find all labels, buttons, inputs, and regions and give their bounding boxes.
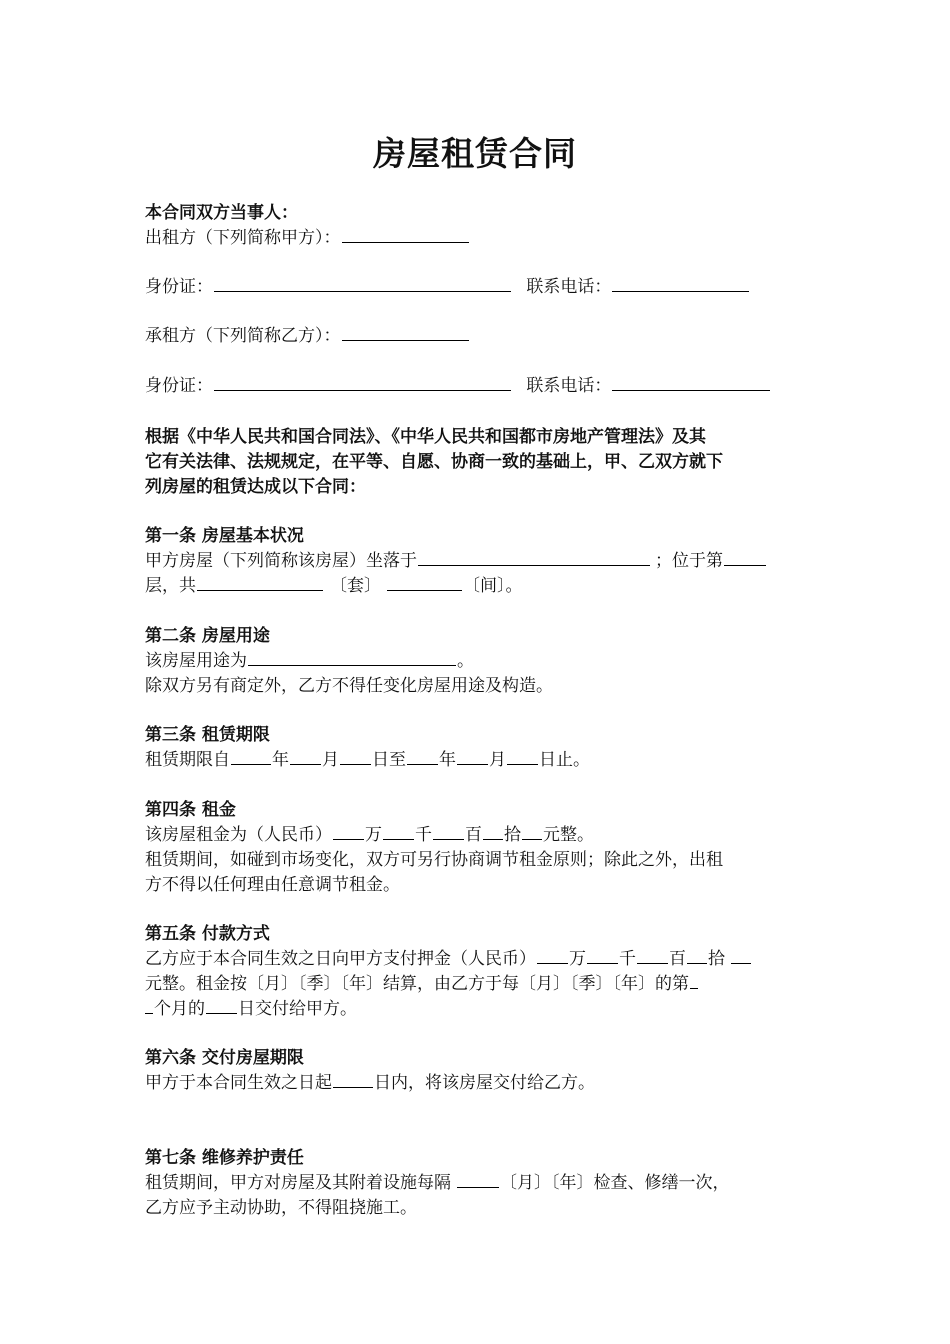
lessee-line xyxy=(145,324,470,348)
text: 万 xyxy=(569,949,586,969)
blank xyxy=(687,947,707,964)
floor-blank xyxy=(724,549,766,566)
text: 租赁期限自 xyxy=(145,750,230,770)
count-blank xyxy=(387,574,462,591)
article-3-line-1 xyxy=(145,748,590,772)
blank xyxy=(206,997,237,1014)
article-1-title: 第一条 房屋基本状况 xyxy=(145,526,304,546)
lessor-id-blank xyxy=(214,275,511,292)
blank xyxy=(507,748,538,765)
blank xyxy=(290,748,321,765)
text: 元整。 xyxy=(543,825,594,845)
text: 租赁期间，甲方对房屋及其附着设施每隔 xyxy=(145,1173,451,1193)
article-4-line-3: 方不得以任何理由任意调节租金。 xyxy=(145,875,400,895)
text: 〔月〕〔年〕检查、修缮一次， xyxy=(500,1173,730,1193)
text: 该房屋用途为 xyxy=(145,651,247,671)
blank xyxy=(522,823,542,840)
text: 个月的 xyxy=(154,999,205,1019)
text: 甲方房屋（下列简称该房屋）坐落于 xyxy=(145,551,417,571)
lessee-label: 承租方（下列简称乙方）： xyxy=(145,326,341,346)
article-2-line-2: 除双方另有商定外，乙方不得任变化房屋用途及构造。 xyxy=(145,676,553,696)
blank xyxy=(231,748,271,765)
blank xyxy=(333,1071,373,1088)
blank xyxy=(433,823,464,840)
text: 〔间〕。 xyxy=(463,576,523,596)
lessor-id-line xyxy=(145,275,750,299)
article-1-line-2 xyxy=(145,574,523,598)
lessee-phone-label: 联系电话： xyxy=(526,376,612,396)
lessor-line xyxy=(145,226,470,250)
text: 年 xyxy=(272,750,289,770)
text: 千 xyxy=(619,949,636,969)
text: 〔套〕 xyxy=(330,576,381,596)
article-2-title: 第二条 房屋用途 xyxy=(145,626,270,646)
text: 日止。 xyxy=(539,750,590,770)
text: 月 xyxy=(322,750,339,770)
blank xyxy=(731,947,751,964)
preamble-line: 根据《中华人民共和国合同法》、《中华人民共和国都市房地产管理法》及其 xyxy=(145,427,706,447)
article-5-line-1 xyxy=(145,947,752,971)
article-7-line-1 xyxy=(145,1171,730,1195)
text: 百 xyxy=(465,825,482,845)
blank xyxy=(383,823,414,840)
blank xyxy=(690,972,698,989)
text: 乙方应于本合同生效之日向甲方支付押金（人民币） xyxy=(145,949,536,969)
text: 年 xyxy=(439,750,456,770)
text: 甲方于本合同生效之日起 xyxy=(145,1073,332,1093)
lessor-phone-label: 联系电话： xyxy=(526,277,612,297)
article-6-title: 第六条 交付房屋期限 xyxy=(145,1048,304,1068)
lessor-blank xyxy=(342,226,469,243)
blank xyxy=(145,997,153,1014)
text: 千 xyxy=(415,825,432,845)
preamble-line: 它有关法律、法规规定，在平等、自愿、协商一致的基础上，甲、乙双方就下 xyxy=(145,452,723,472)
article-4-line-2: 租赁期间，如碰到市场变化，双方可另行协商调节租金原则；除此之外，出租 xyxy=(145,850,723,870)
text: ；位于第 xyxy=(655,551,723,571)
article-1-line-1 xyxy=(145,549,767,573)
text: 日交付给甲方。 xyxy=(238,999,357,1019)
text: 月 xyxy=(489,750,506,770)
blank xyxy=(483,823,503,840)
article-6-line-1 xyxy=(145,1071,595,1095)
blank xyxy=(457,1171,499,1188)
lessee-id-line xyxy=(145,374,771,398)
lessor-phone-blank xyxy=(612,275,749,292)
article-5-line-3 xyxy=(145,997,357,1021)
text: 百 xyxy=(669,949,686,969)
lessee-id-label: 身份证： xyxy=(145,376,213,396)
article-4-line-1 xyxy=(145,823,594,847)
article-4-title: 第四条 租金 xyxy=(145,800,236,820)
parties-heading: 本合同双方当事人： xyxy=(145,203,298,223)
document-title: 房屋租赁合同 xyxy=(373,134,577,173)
text: 。 xyxy=(457,651,474,671)
blank xyxy=(333,823,364,840)
text: 该房屋租金为（人民币） xyxy=(145,825,332,845)
text: 层，共 xyxy=(145,576,196,596)
location-blank xyxy=(418,549,650,566)
usage-blank xyxy=(248,649,456,666)
article-5-line-2 xyxy=(145,972,699,996)
lessor-label: 出租方（下列简称甲方）： xyxy=(145,228,341,248)
lessee-phone-blank xyxy=(612,374,770,391)
article-2-line-1 xyxy=(145,649,474,673)
blank xyxy=(407,748,438,765)
total-blank xyxy=(197,574,323,591)
blank xyxy=(457,748,488,765)
article-7-line-2: 乙方应予主动协助，不得阻挠施工。 xyxy=(145,1198,417,1218)
article-7-title: 第七条 维修养护责任 xyxy=(145,1148,304,1168)
text: 万 xyxy=(365,825,382,845)
text: 日内，将该房屋交付给乙方。 xyxy=(374,1073,595,1093)
text: 元整。租金按〔月〕〔季〕〔年〕结算，由乙方于每〔月〕〔季〕〔年〕的第 xyxy=(145,974,689,994)
blank xyxy=(637,947,668,964)
blank xyxy=(587,947,618,964)
lessee-blank xyxy=(342,324,469,341)
text: 拾 xyxy=(708,949,725,969)
lessor-id-label: 身份证： xyxy=(145,277,213,297)
article-3-title: 第三条 租赁期限 xyxy=(145,725,270,745)
blank xyxy=(340,748,371,765)
article-5-title: 第五条 付款方式 xyxy=(145,924,270,944)
text: 日至 xyxy=(372,750,406,770)
blank xyxy=(537,947,568,964)
preamble-line: 列房屋的租赁达成以下合同： xyxy=(145,477,366,497)
text: 拾 xyxy=(504,825,521,845)
lessee-id-blank xyxy=(214,374,511,391)
